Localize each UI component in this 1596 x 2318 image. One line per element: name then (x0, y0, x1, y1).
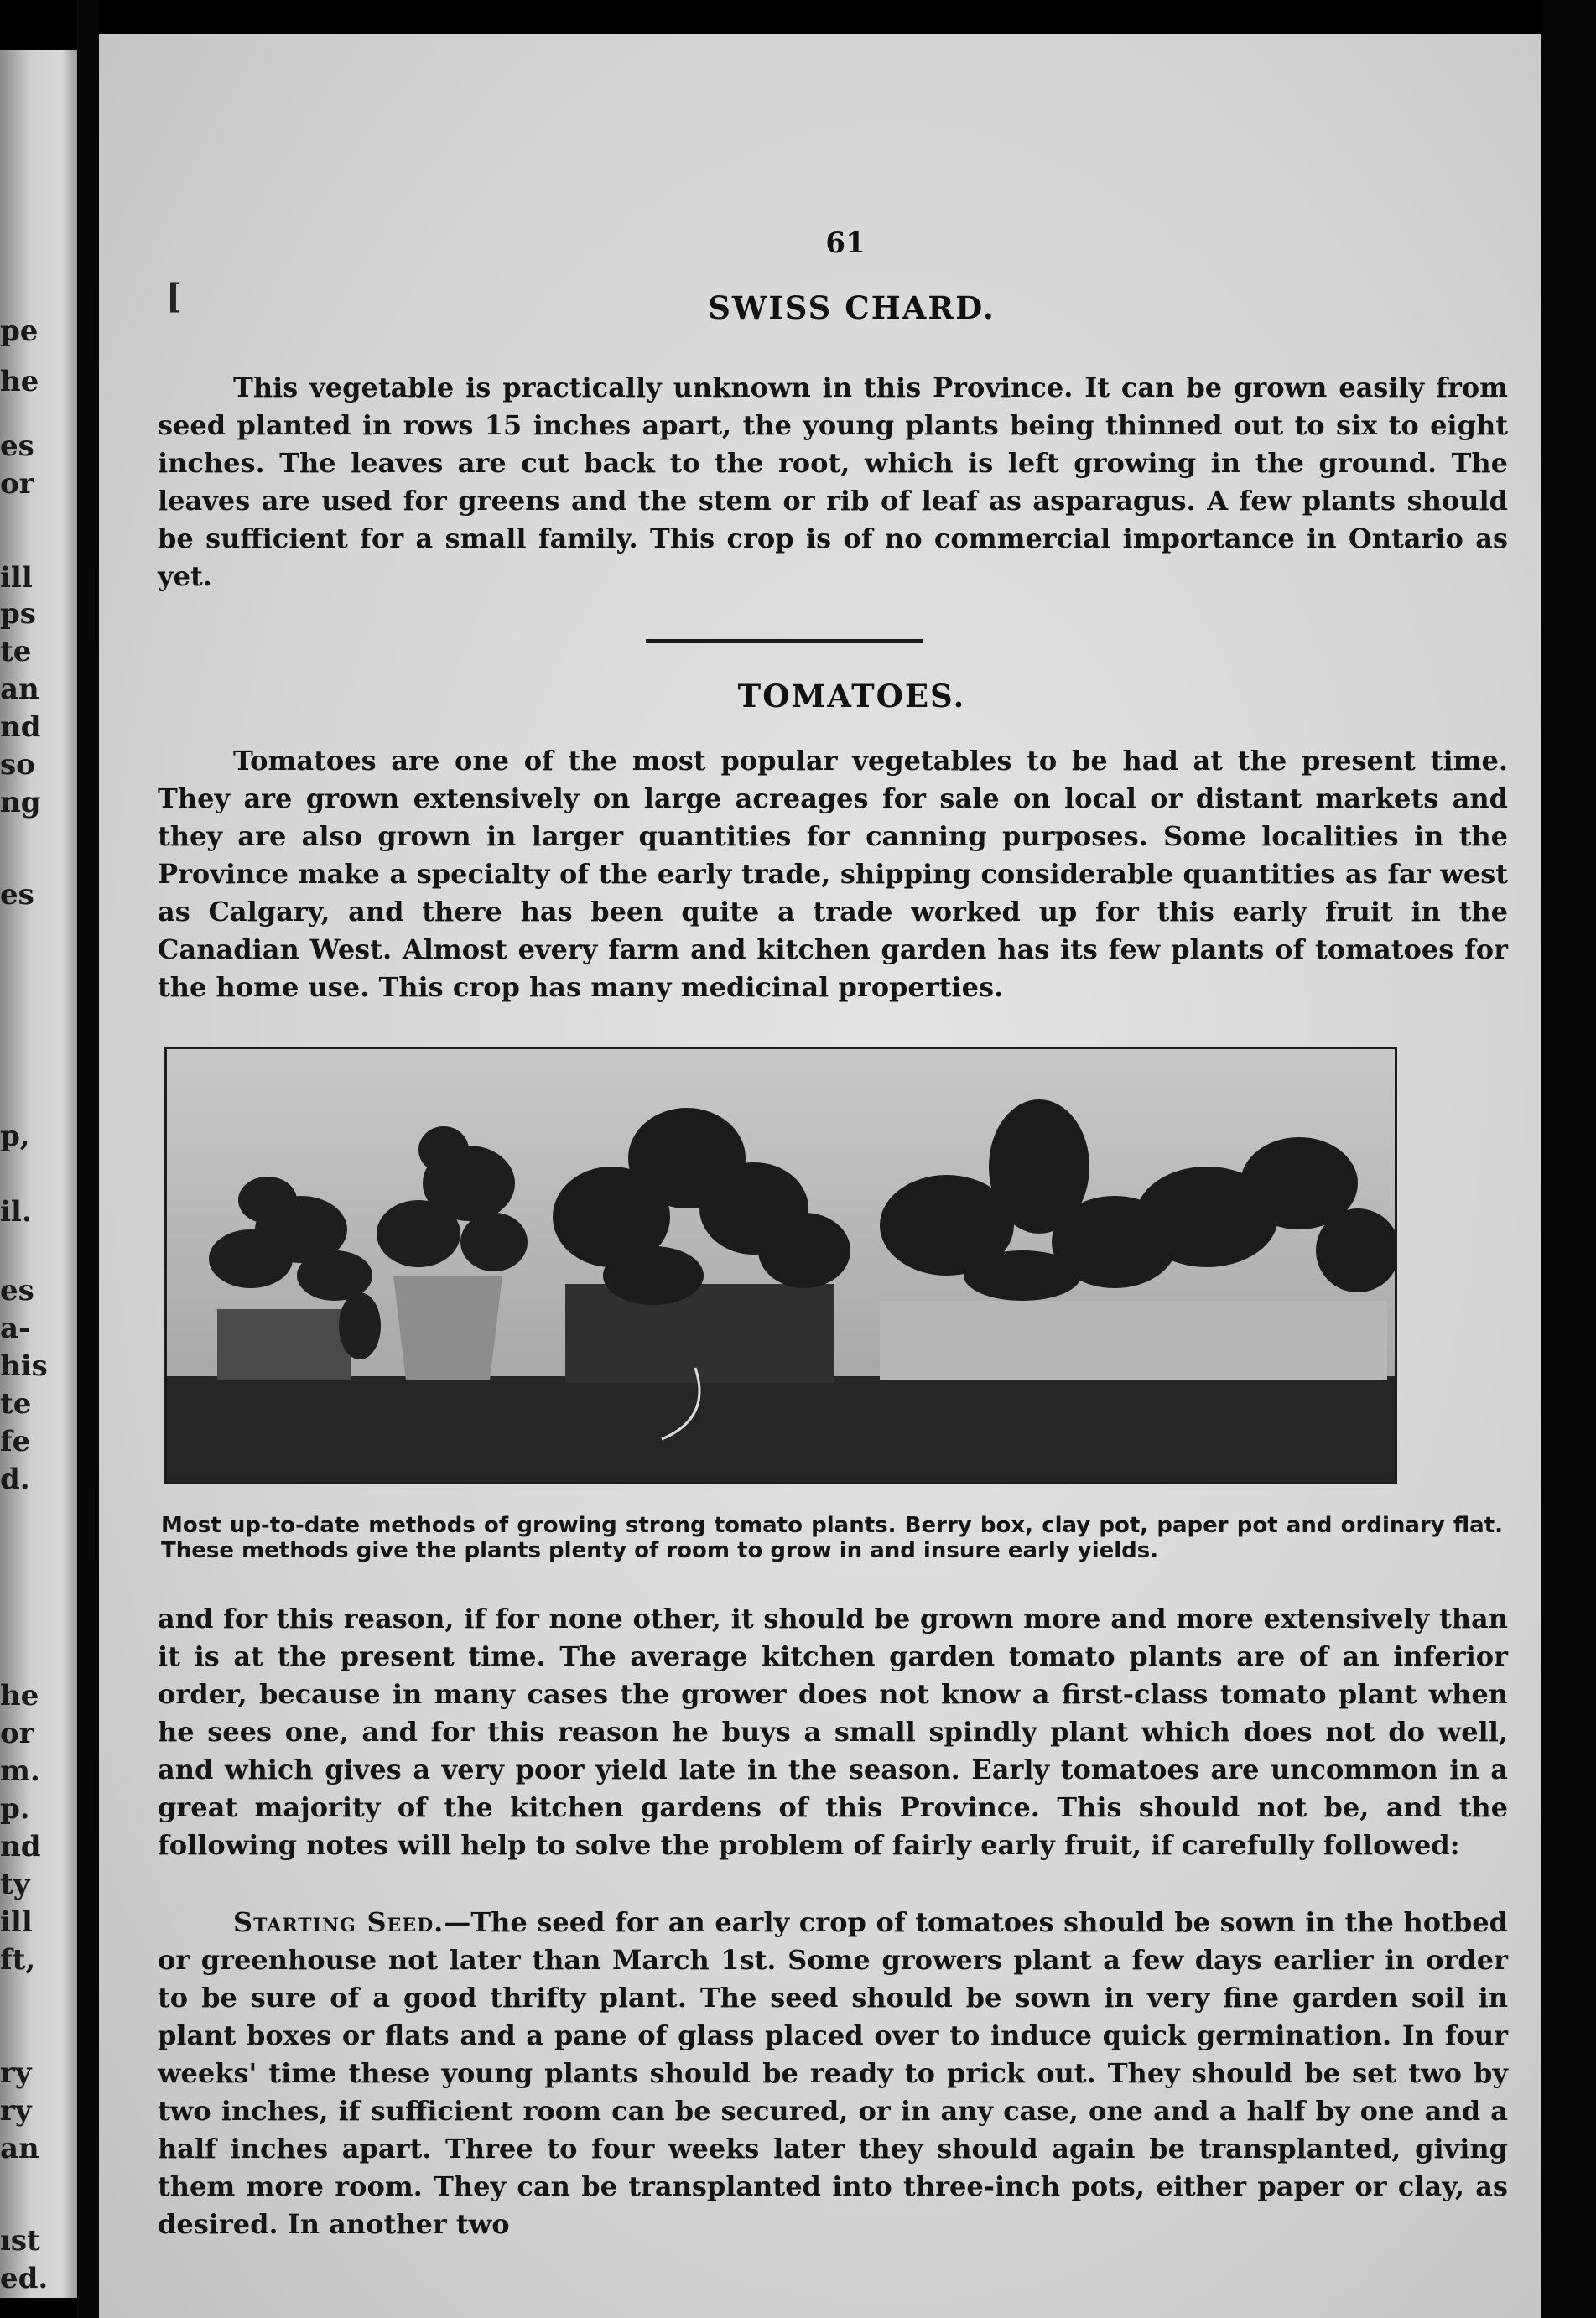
fragment-text: te (0, 635, 32, 668)
fragment-text: ıst (0, 2224, 40, 2258)
fragment-text: an (0, 2132, 39, 2165)
photo-caption: Most up-to-date methods of growing strong tomato plants. Berry box, clay pot, paper pot and ordinary flat. These methods give the plants plenty of room to grow in and insure early yields. (161, 1513, 1503, 1563)
fragment-text: es (0, 429, 34, 463)
page-number: 61 (825, 226, 866, 260)
fragment-text: ps (0, 597, 36, 631)
starting-seed-text: —The seed for an early crop of tomatoes should be sown in the hotbed or greenhouse not later than March 1st. Some growers plant a few days earlier in order to be sure of a good thrifty plant. The seed should be sown in very fine garden soil in plant boxes or flats and a pane of glass placed over to induce quick germination. In four weeks' time these young plants should be ready to prick out. They should be set two by two inches, if sufficient room can be secured, or in any case, one and a half by one and a half inches apart. Three to four weeks later they should again be transplanted, giving them more room. They can be transplanted into three-inch pots, either paper or clay, as desired. In another two (158, 1906, 1509, 2240)
fragment-text: ill (0, 1905, 33, 1939)
fragment-text: nd (0, 1830, 41, 1863)
swiss-chard-paragraph: This vegetable is practically unknown in this Province. It can be grown easily from seed planted in rows 15 inches apart, the young plants being thinned out to six to eight inches. The leaves are cut back to the root, which is left growing in the ground. The leaves are used for greens and the stem or rib of leaf as asparagus. A few plants should be sufficient for a small family. This crop is of no commercial importance in Ontario as yet. (158, 372, 1508, 592)
fragment-text: te (0, 1387, 32, 1421)
fragment-text: or (0, 467, 34, 501)
starting-seed-paragraph (158, 1904, 1508, 2243)
fragment-text: il. (0, 1195, 32, 1229)
section-divider (646, 639, 923, 643)
fragment-text: d. (0, 1463, 30, 1496)
fragment-text: he (0, 1679, 39, 1713)
fragment-text: pe (0, 314, 39, 348)
fragment-text: p, (0, 1120, 30, 1153)
fragment-text: es (0, 878, 34, 912)
fragment-text: p. (0, 1792, 30, 1826)
fragment-text: or (0, 1717, 34, 1750)
fragment-text: ry (0, 2056, 32, 2090)
fragment-text: ng (0, 786, 41, 819)
fragment-text: ty (0, 1868, 30, 1901)
tomatoes-paragraph-1: Tomatoes are one of the most popular vegetables to be had at the present time. They are grown extensively on large acreages for sale on local or distant markets and they are also grown in larger quantities for canning purposes. Some localities in the Province make a specialty of the early trade, shipping considerable quantities as far west as Calgary, and there has been quite a trade worked up for this early fruit in the Canadian West. Almost every farm and kitchen garden has its few plants of tomatoes for the home use. This crop has many medicinal properties. (158, 745, 1508, 1003)
fragment-text: fe (0, 1425, 31, 1458)
tomato-plants-photo (164, 1047, 1397, 1484)
fragment-text: so (0, 748, 35, 782)
fragment-text: ry (0, 2094, 32, 2128)
tomatoes-heading: TOMATOES. (737, 678, 966, 715)
fragment-text: he (0, 365, 39, 398)
fragment-text: his (0, 1349, 48, 1383)
facing-page-fragment (0, 50, 77, 2298)
fragment-text: m. (0, 1754, 40, 1788)
fragment-text: a- (0, 1312, 31, 1345)
book-gutter (77, 0, 99, 2318)
page-edge-shadow (1541, 0, 1596, 2318)
photo-illustration (167, 1049, 1395, 1482)
fragment-text: ill (0, 561, 33, 595)
book-page (99, 34, 1541, 2318)
bracket-mark: [ (166, 277, 182, 316)
fragment-text: es (0, 1274, 34, 1307)
fragment-text: an (0, 673, 39, 706)
tomatoes-paragraph-2: and for this reason, if for none other, it should be grown more and more extensively than it is at the present time. The average kitchen garden tomato plants are of an inferior order, because in many cases the grower does not know a first-class tomato plant when he sees one, and for this reason he buys a small spindly plant which does not do well, and which gives a very poor yield late in the season. Early tomatoes are uncommon in a great majority of the kitchen gardens of this Province. This should not be, and the following notes will help to solve the problem of fairly early fruit, if carefully followed: (158, 1603, 1508, 1861)
swiss-chard-heading: SWISS CHARD. (708, 289, 996, 326)
fragment-text: ed. (0, 2262, 49, 2295)
starting-seed-label: Starting Seed. (233, 1906, 444, 1938)
fragment-text: ft, (0, 1943, 36, 1977)
fragment-text: nd (0, 710, 41, 744)
